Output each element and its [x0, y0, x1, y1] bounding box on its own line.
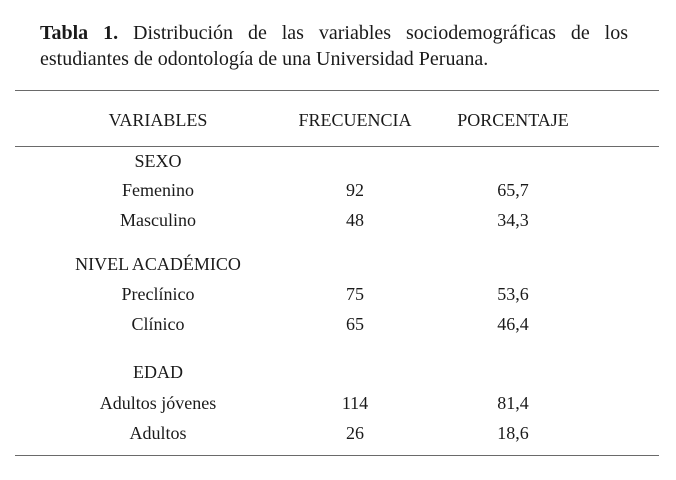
row-frequency-femenino: 92	[346, 180, 364, 200]
row-frequency-adultos-jovenes: 114	[341, 393, 369, 413]
caption-label: Tabla 1.	[40, 22, 119, 44]
row-percent-clinico: 46,4	[497, 314, 529, 334]
row-percent-preclinico: 53,6	[497, 284, 529, 304]
top-rule	[15, 90, 659, 91]
row-percent-adultos-jovenes: 81,4	[497, 393, 529, 413]
row-percent-masculino: 34,3	[497, 210, 529, 230]
header-variables: VARIABLES	[108, 110, 208, 130]
header-porcentaje: PORCENTAJE	[457, 110, 569, 130]
row-label-masculino: Masculino	[120, 210, 196, 230]
row-label-femenino: Femenino	[122, 180, 194, 200]
row-label-adultos-jovenes: Adultos jóvenes	[99, 393, 217, 413]
bottom-rule	[15, 455, 659, 456]
row-frequency-preclinico: 75	[346, 284, 364, 304]
row-label-clinico: Clínico	[131, 314, 185, 334]
caption-text: Distribución de las variables sociodemográficas de los estudiantes de odontología de una Universidad Peruana.	[40, 22, 628, 70]
group-title-sexo: SEXO	[134, 151, 182, 171]
row-frequency-adultos: 26	[346, 423, 364, 443]
group-title-nivel-academico: NIVEL ACADÉMICO	[75, 254, 241, 274]
header-frecuencia: FRECUENCIA	[298, 110, 412, 130]
table-caption	[40, 20, 628, 72]
row-frequency-masculino: 48	[346, 210, 364, 230]
row-percent-femenino: 65,7	[497, 180, 529, 200]
group-title-edad: EDAD	[133, 362, 183, 382]
row-label-adultos: Adultos	[129, 423, 187, 443]
header-rule	[15, 146, 659, 147]
row-percent-adultos: 18,6	[497, 423, 529, 443]
row-label-preclinico: Preclínico	[121, 284, 195, 304]
row-frequency-clinico: 65	[346, 314, 364, 334]
